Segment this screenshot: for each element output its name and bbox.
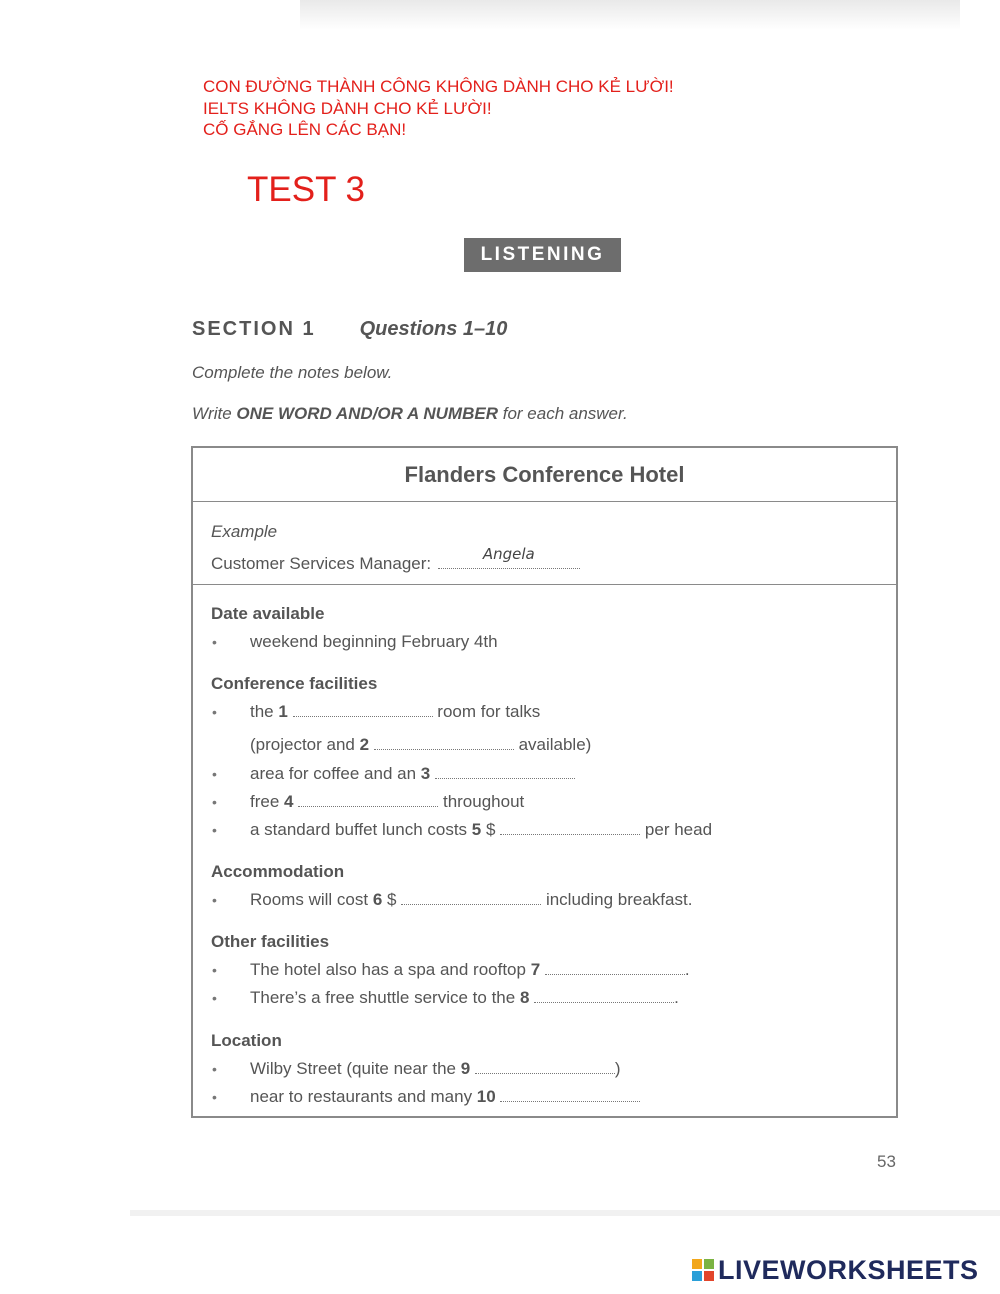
accommodation-heading: Accommodation <box>211 862 345 881</box>
answer-blank-8[interactable] <box>534 988 674 1003</box>
notes-box <box>191 446 898 1118</box>
question-9-line <box>250 1059 621 1079</box>
q9-text: Wilby Street (quite near the <box>250 1059 461 1078</box>
q7-text: The hotel also has a spa and rooftop <box>250 960 531 979</box>
answer-blank-3[interactable] <box>435 764 575 779</box>
question-3-line <box>250 764 575 784</box>
title-divider <box>193 501 896 502</box>
question-8-line <box>250 988 679 1008</box>
q5-suffix: per head <box>644 820 713 839</box>
q2-suffix: available) <box>518 735 592 754</box>
bullet-icon: • <box>212 766 217 782</box>
q6-text: Rooms will cost <box>250 890 373 909</box>
answer-blank-1[interactable] <box>293 702 433 717</box>
q1-number: 1 <box>278 702 288 721</box>
bullet-icon: • <box>212 794 217 810</box>
q4-number: 4 <box>284 792 294 811</box>
q6-dollar: $ <box>382 890 397 909</box>
question-2-line <box>250 735 591 755</box>
q5-text: a standard buffet lunch costs <box>250 820 472 839</box>
answer-blank-10[interactable] <box>500 1087 640 1102</box>
q5-number: 5 <box>471 820 482 839</box>
other-facilities-heading: Other facilities <box>211 932 330 951</box>
q8-text: There’s a free shuttle service to the <box>250 988 520 1007</box>
bullet-icon: • <box>212 990 217 1006</box>
q5-dollar: $ <box>481 820 496 839</box>
answer-blank-6[interactable] <box>401 890 541 905</box>
instruction-prefix: Write <box>192 404 237 423</box>
question-4-line <box>250 792 524 812</box>
section-label: SECTION 1 <box>192 318 316 340</box>
question-7-line <box>250 960 690 980</box>
date-heading: Date available <box>211 604 325 623</box>
questions-range: Questions 1–10 <box>359 318 508 340</box>
q6-suffix: including breakfast. <box>545 890 693 909</box>
q6-number: 6 <box>372 890 383 909</box>
answer-blank-7[interactable] <box>545 960 685 975</box>
q4-suffix: throughout <box>442 792 525 811</box>
logo-mark-icon <box>692 1259 714 1281</box>
logo-square-3 <box>692 1271 702 1281</box>
q10-number: 10 <box>476 1087 496 1106</box>
motivation-banner <box>203 76 674 141</box>
q1-suffix: room for talks <box>437 702 541 721</box>
q8-number: 8 <box>519 988 530 1007</box>
bullet-icon: • <box>212 634 217 650</box>
logo-square-2 <box>704 1259 714 1269</box>
q10-text: near to restaurants and many <box>250 1087 477 1106</box>
liveworksheets-logo[interactable] <box>692 1255 979 1285</box>
bullet-icon: • <box>212 822 217 838</box>
location-heading: Location <box>211 1031 282 1050</box>
q2-text: (projector and <box>250 735 360 754</box>
page-number: 53 <box>877 1152 896 1171</box>
notes-title: Flanders Conference Hotel <box>404 462 685 487</box>
question-10-line <box>250 1087 640 1107</box>
q3-number: 3 <box>420 764 431 783</box>
instruction-bold: ONE WORD AND/OR A NUMBER <box>236 404 498 423</box>
logo-text: LIVEWORKSHEETS <box>718 1255 979 1285</box>
q7-number: 7 <box>530 960 541 979</box>
example-divider <box>193 584 896 585</box>
q7-suffix: . <box>684 960 690 979</box>
banner-line-1: CON ĐƯỜNG THÀNH CÔNG KHÔNG DÀNH CHO KẺ LƯỜI! <box>203 77 674 96</box>
section-header <box>192 316 507 342</box>
example-answer-blank <box>438 545 580 569</box>
example-line <box>211 545 580 574</box>
date-item: weekend beginning February 4th <box>250 632 498 651</box>
banner-line-3: CỐ GẮNG LÊN CÁC BẠN! <box>203 120 407 139</box>
q1-text: the <box>250 702 279 721</box>
question-6-line <box>250 890 692 910</box>
instruction-word-limit <box>192 404 628 424</box>
q9-number: 9 <box>460 1059 471 1078</box>
answer-blank-9[interactable] <box>475 1059 615 1074</box>
q2-number: 2 <box>359 735 370 754</box>
logo-square-4 <box>704 1271 714 1281</box>
q3-text: area for coffee and an <box>250 764 421 783</box>
example-label: Example <box>211 522 278 541</box>
answer-blank-5[interactable] <box>500 820 640 835</box>
instruction-complete-notes: Complete the notes below. <box>192 363 393 382</box>
example-text: Customer Services Manager: <box>211 554 432 573</box>
banner-line-2: IELTS KHÔNG DÀNH CHO KẺ LƯỜI! <box>203 98 492 118</box>
q4-text: free <box>250 792 285 811</box>
answer-blank-2[interactable] <box>374 735 514 750</box>
scan-shadow-top <box>300 0 960 30</box>
question-1-line <box>250 702 540 722</box>
test-title: TEST 3 <box>247 170 366 209</box>
bullet-icon: • <box>212 1089 217 1105</box>
q8-suffix: . <box>674 988 679 1007</box>
question-5-line <box>250 820 712 840</box>
scan-shadow-bottom <box>130 1210 1000 1216</box>
logo-square-1 <box>692 1259 702 1269</box>
bullet-icon: • <box>212 892 217 908</box>
answer-blank-4[interactable] <box>298 792 438 807</box>
listening-badge: LISTENING <box>464 238 621 272</box>
q9-suffix: ) <box>614 1059 621 1078</box>
conference-heading: Conference facilities <box>211 674 378 693</box>
bullet-icon: • <box>212 704 217 720</box>
bullet-icon: • <box>212 1061 217 1077</box>
bullet-icon: • <box>212 962 217 978</box>
instruction-suffix: for each answer. <box>498 404 628 423</box>
example-answer: Angela <box>482 545 535 563</box>
